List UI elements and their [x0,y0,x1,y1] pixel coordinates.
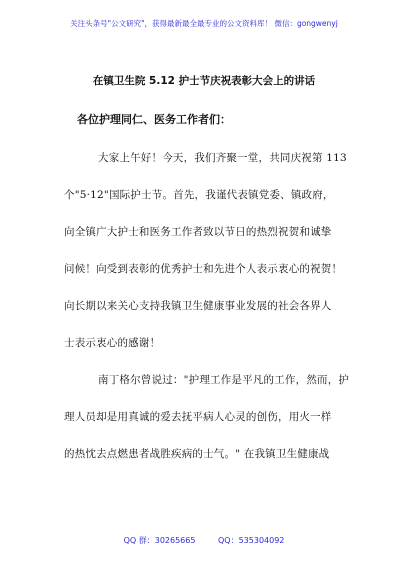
body-line: 向全镇广大护士和医务工作者致以节日的热烈祝贺和诚挚 [64,226,332,238]
footer-qq: QQ：535304092 [218,536,285,545]
footer-qq-group: QQ 群：30265665 [123,536,196,545]
body-line: 向长期以来关心支持我镇卫生健康事业发展的社会各界人 [64,300,332,312]
header-promo-note: 关注头条号"公文研究"，获得最新最全最专业的公文资料库！ 微信：gongwenyj [70,19,338,28]
body-line: 个"5·12"国际护士节。首先，我谨代表镇党委、镇政府， [64,189,334,201]
salutation: 各位护理同仁、医务工作者们： [77,113,231,126]
footer-contact [0,535,408,546]
body-line: 理人员却是用真诚的爱去抚平病人心灵的创伤，用火一样 [64,411,332,423]
body-line: 南丁格尔曾说过："护理工作是平凡的工作，然而，护 [98,374,350,386]
body-line: 的热忱去点燃患者战胜疾病的士气。" 在我镇卫生健康战 [64,448,330,460]
body-line: 士表示衷心的感谢！ [64,337,161,349]
body-line: 问候！向受到表彰的优秀护士和先进个人表示衷心的祝贺！ [64,263,343,275]
document-title: 在镇卫生院 5.12 护士节庆祝表彰大会上的讲话 [92,75,316,87]
body-line: 大家上午好！今天，我们齐聚一堂，共同庆祝第 113 [98,152,347,164]
